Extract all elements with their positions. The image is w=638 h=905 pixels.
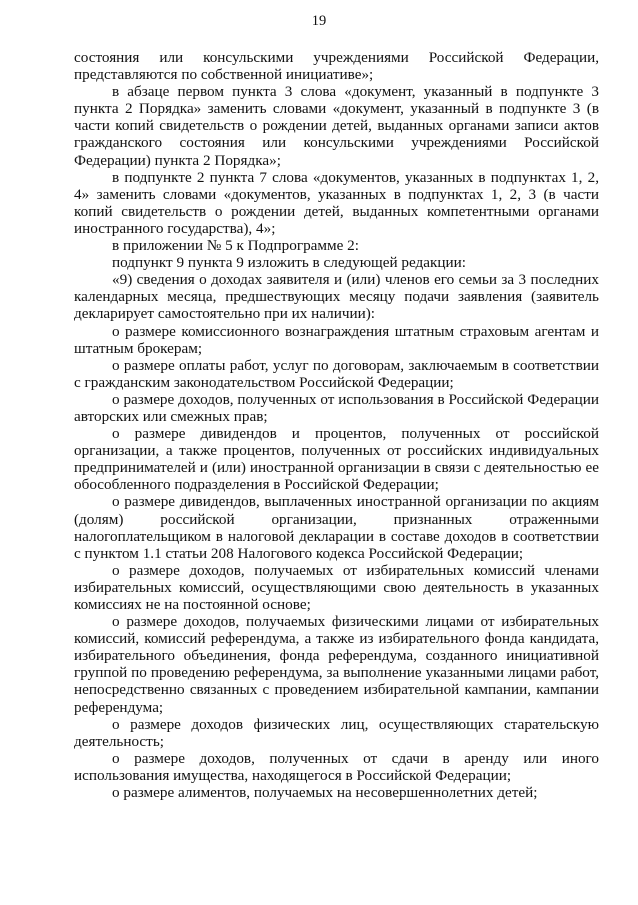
page-number: 19 bbox=[311, 13, 327, 29]
paragraph: о размере доходов, получаемых физическими лицами от избирательных комиссий, комиссий референдума, а также из избирательного фонда кандидата, избирательного объединения, фонда референдума, созданного инициативной группой по проведению референдума, за выполнение указанными лицами работ, непосредственно связанных с проведением избирательной кампании, кампании референдума; bbox=[74, 613, 599, 716]
paragraph: в приложении № 5 к Подпрограмме 2: bbox=[112, 237, 359, 255]
paragraph: о размере комиссионного вознаграждения штатным страховым агентам и штатным брокерам; bbox=[74, 322, 599, 357]
paragraph: в абзаце первом пункта 3 слова «документ, указанный в подпункте 3 пункта 2 Порядка» заменить словами «документ, указанный в подпункте 3 (в части копий свидетельств о рождении детей, выданных органами записи актов гражданского состояния или консульскими учреждениями Российской Федерации) пункта 2 Порядка»; bbox=[74, 83, 599, 169]
paragraph: о размере доходов, полученных от использования в Российской Федерации авторских или смежных прав; bbox=[74, 390, 599, 425]
paragraph: о размере алиментов, получаемых на несовершеннолетних детей; bbox=[112, 784, 538, 802]
paragraph: о размере доходов физических лиц, осуществляющих старательскую деятельность; bbox=[74, 715, 599, 750]
paragraph: о размере оплаты работ, услуг по договорам, заключаемым в соответствии с гражданским законодательством Российской Федерации; bbox=[74, 356, 599, 391]
paragraph: о размере доходов, получаемых от избирательных комиссий членами избирательных комиссий, осуществляющими свою деятельность в указанных комиссиях не на постоянной основе; bbox=[74, 561, 599, 613]
paragraph: состояния или консульскими учреждениями Российской Федерации, представляются по собственной инициативе»; bbox=[74, 49, 599, 84]
paragraph: о размере дивидендов и процентов, полученных от российской организации, а также процентов, полученных от российских индивидуальных предпринимателей и (или) иностранной организации в связи с деятельностью ее обособленного подразделения в Российской Федерации; bbox=[74, 425, 599, 494]
paragraph: о размере дивидендов, выплаченных иностранной организации по акциям (долям) российской организации, признанных отраженными налогоплательщиком в налоговой декларации в составе доходов в соответствии с пунктом 1.1 статьи 208 Налогового кодекса Российской Федерации; bbox=[74, 493, 599, 562]
paragraph: в подпункте 2 пункта 7 слова «документов, указанных в подпунктах 1, 2, 4» заменить словами «документов, указанных в подпунктах 1, 2, 3 (в части копий свидетельств о рождении детей, выданных компетентными органами иностранного государства), 4»; bbox=[74, 168, 599, 237]
paragraph: о размере доходов, полученных от сдачи в аренду или иного использования имущества, находящегося в Российской Федерации; bbox=[74, 749, 599, 784]
paragraph: «9) сведения о доходах заявителя и (или) членов его семьи за 3 последних календарных месяца, предшествующих месяцу подачи заявления (заявитель декларирует самостоятельно при их наличии): bbox=[74, 271, 599, 323]
paragraph: подпункт 9 пункта 9 изложить в следующей редакции: bbox=[112, 254, 466, 272]
document-body bbox=[74, 49, 599, 801]
